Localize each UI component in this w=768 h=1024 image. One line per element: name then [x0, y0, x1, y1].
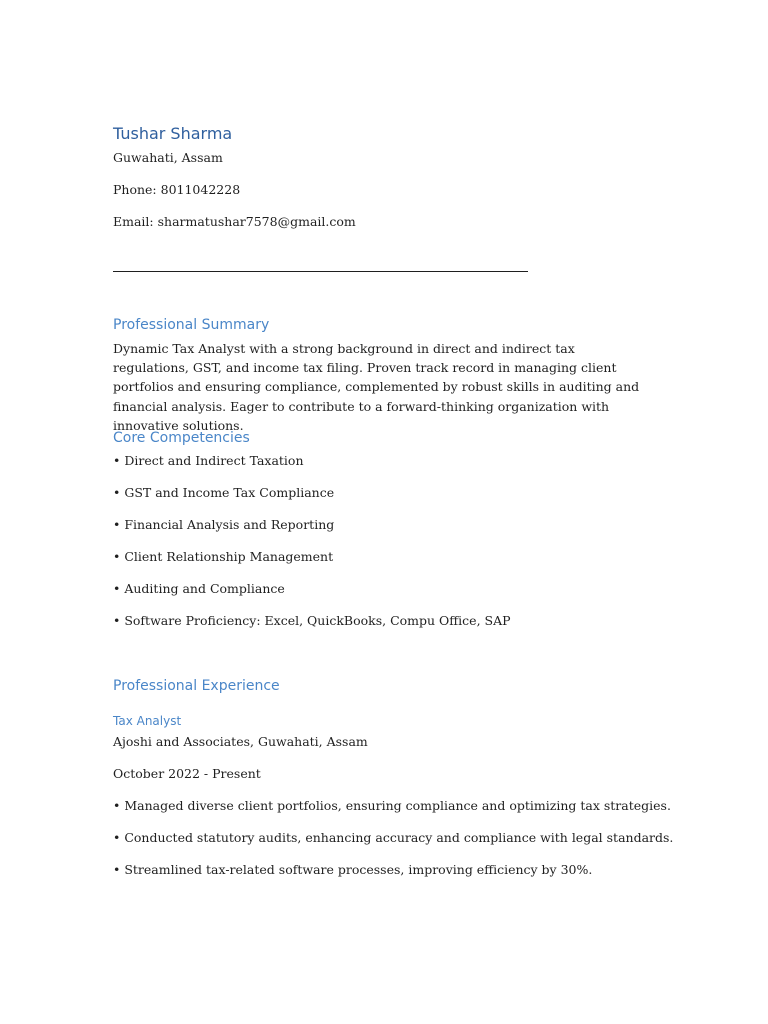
job-bullet: • Managed diverse client portfolios, ensuring compliance and optimizing tax strategies.: [113, 798, 671, 813]
competency-item: • Auditing and Compliance: [113, 581, 285, 596]
email-text: Email: sharmatushar7578@gmail.com: [113, 214, 356, 229]
header-divider: [113, 271, 528, 272]
competency-item: • Client Relationship Management: [113, 549, 334, 564]
job-dates: October 2022 - Present: [113, 766, 261, 781]
phone-text: Phone: 8011042228: [113, 182, 241, 197]
competency-item: • Financial Analysis and Reporting: [113, 517, 335, 532]
summary-paragraph: Dynamic Tax Analyst with a strong background in direct and indirect tax regulations, GST, and income tax filing. Proven track record in managing client portfolios and ensuring compliance, complemented by robust skills in auditing and financial analysis. Eager to contribute to a forward-thinking organization with innovative solutions.: [113, 341, 640, 433]
competency-item: • GST and Income Tax Compliance: [113, 485, 335, 500]
location-text: Guwahati, Assam: [113, 150, 223, 165]
competency-item: • Direct and Indirect Taxation: [113, 453, 304, 468]
job-company: Ajoshi and Associates, Guwahati, Assam: [113, 734, 368, 749]
competency-item: • Software Proficiency: Excel, QuickBooks, Compu Office, SAP: [113, 613, 511, 628]
experience-heading: Professional Experience: [113, 678, 280, 694]
summary-heading: Professional Summary: [113, 317, 270, 333]
competencies-heading: Core Competencies: [113, 430, 250, 446]
job-bullet: • Streamlined tax-related software processes, improving efficiency by 30%.: [113, 862, 593, 877]
candidate-name: Tushar Sharma: [113, 124, 233, 143]
job-bullet: • Conducted statutory audits, enhancing accuracy and compliance with legal standards.: [113, 830, 674, 845]
job-title: Tax Analyst: [113, 714, 182, 728]
